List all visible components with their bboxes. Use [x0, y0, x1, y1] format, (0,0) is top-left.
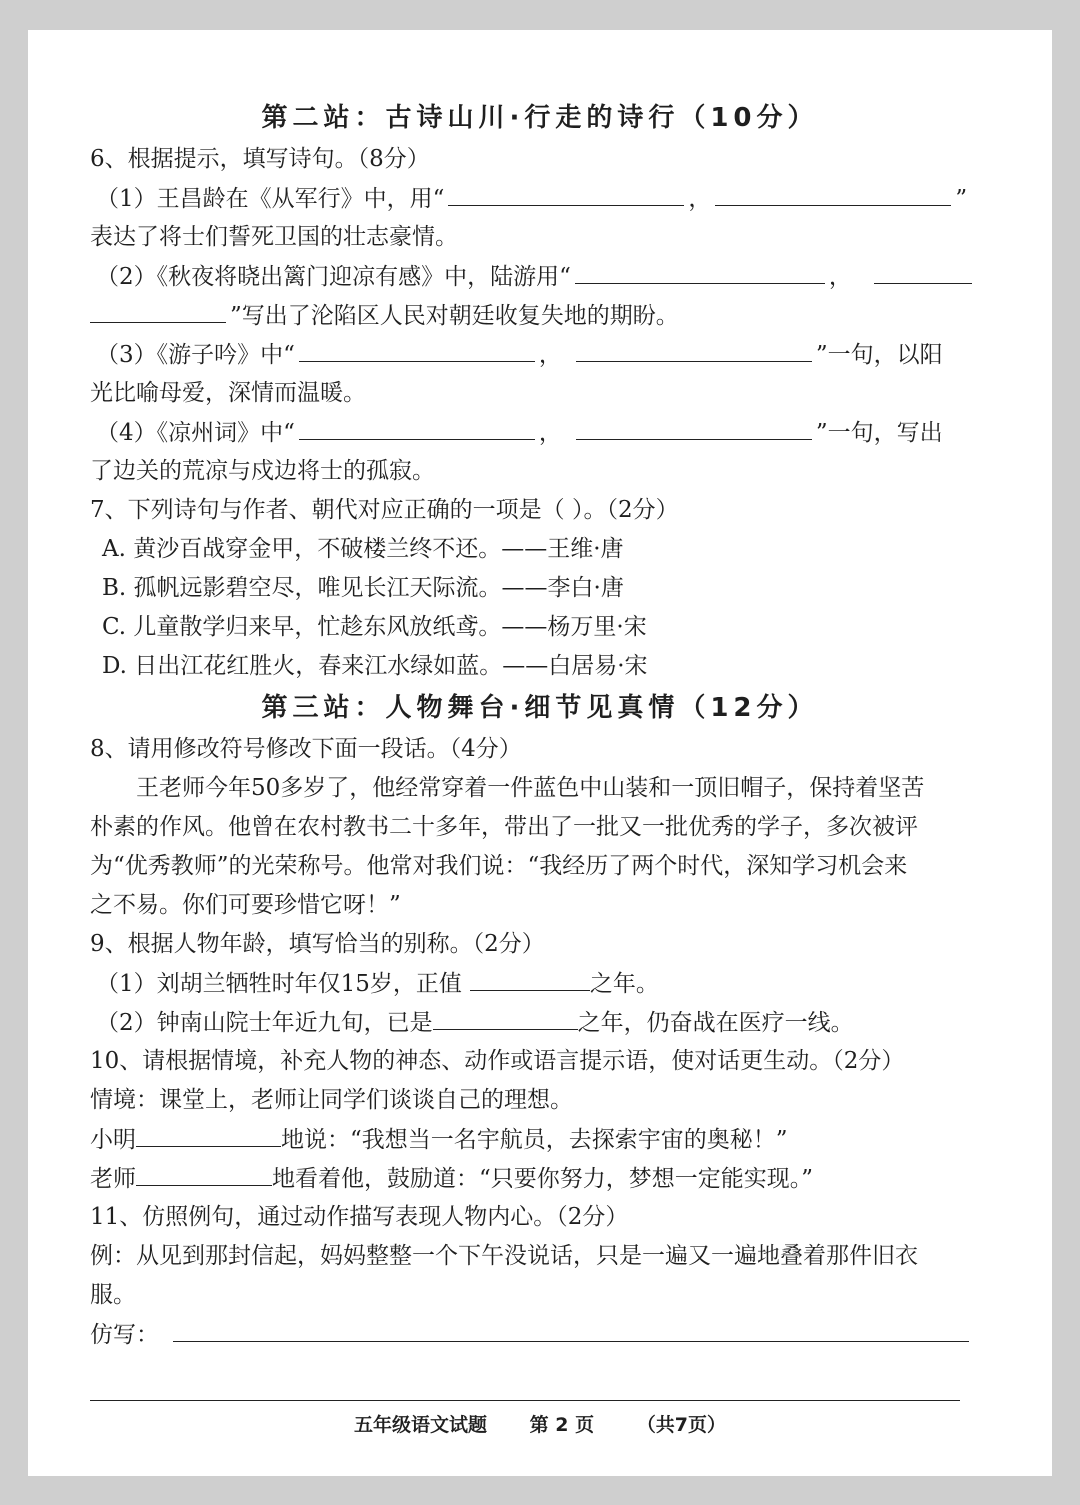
- answer-blank[interactable]: [433, 1003, 578, 1030]
- speaker-xiaoming: 小明: [90, 1127, 136, 1153]
- q6-item-2-tail: ”写出了沦陷区人民对朝廷收复失地的期盼。: [230, 303, 679, 329]
- q7-option-b[interactable]: B. 孤帆远影碧空尽，唯见长江天际流。——李白·唐: [102, 575, 624, 601]
- exam-page: [28, 30, 1052, 1476]
- q6-item-3-cont: 光比喻母爱，深情而温暖。: [90, 380, 366, 406]
- page-footer: [28, 1410, 1052, 1437]
- answer-blank[interactable]: [576, 335, 812, 362]
- q6-item-1: [90, 179, 990, 218]
- q6-item-1-cont: 表达了将士们誓死卫国的壮志豪情。: [90, 224, 458, 250]
- q10-context: 情境：课堂上，老师让同学们谈谈自己的理想。: [90, 1087, 573, 1113]
- q6-item-2-text: （2）《秋夜将晓出篱门迎凉有感》中，陆游用“: [96, 264, 571, 290]
- q6-item-2: [90, 257, 990, 296]
- q11-example: 例：从见到那封信起，妈妈整整一个下午没说话，只是一遍又一遍地叠着那件旧衣: [90, 1243, 918, 1269]
- q10-line-2: [90, 1159, 990, 1198]
- exam-content: [90, 96, 990, 1354]
- comma: ，: [538, 420, 562, 446]
- answer-blank[interactable]: [136, 1159, 272, 1186]
- q11-imitate: [90, 1315, 990, 1354]
- comma: ，: [538, 342, 562, 368]
- footer-subject: 五年级语文试题: [354, 1414, 488, 1436]
- q6-item-4: [90, 413, 990, 452]
- comma: ，: [828, 264, 852, 290]
- q6-item-4-cont: 了边关的荒凉与戍边将士的孤寂。: [90, 458, 435, 484]
- q10-line-1-text: 地说：“我想当一名宇航员，去探索宇宙的奥秘！”: [281, 1127, 788, 1153]
- q8-para-line: 之不易。你们可要珍惜它呀！”: [90, 892, 401, 918]
- q6-item-2-cont: [90, 296, 990, 335]
- q7-stem: 7、下列诗句与作者、朝代对应正确的一项是（ ）。（2分）: [90, 497, 679, 523]
- quote: ”: [955, 186, 968, 212]
- section-3-title: 第三站：人物舞台·细节见真情（12分）: [261, 693, 819, 723]
- q6-item-1-text: （1）王昌龄在《从军行》中，用“: [96, 186, 445, 212]
- q8-para-line: 为“优秀教师”的光荣称号。他常对我们说：“我经历了两个时代，深知学习机会来: [90, 853, 908, 879]
- answer-blank[interactable]: [136, 1120, 281, 1147]
- answer-blank[interactable]: [575, 257, 825, 284]
- answer-blank[interactable]: [715, 179, 951, 206]
- q9-stem: 9、根据人物年龄，填写恰当的别称。（2分）: [90, 931, 545, 957]
- answer-blank[interactable]: [299, 413, 535, 440]
- answer-blank[interactable]: [448, 179, 684, 206]
- q8-para-line: 朴素的作风。他曾在农村教书二十多年，带出了一批又一批优秀的学子，多次被评: [90, 814, 918, 840]
- answer-blank[interactable]: [470, 964, 590, 991]
- q6-item-4-tail: ”一句，写出: [815, 420, 943, 446]
- q10-line-1: [90, 1120, 990, 1159]
- q6-item-3: [90, 335, 990, 374]
- q7-option-a[interactable]: A. 黄沙百战穿金甲，不破楼兰终不还。——王维·唐: [102, 536, 624, 562]
- q6-item-3-tail: ”一句，以阳: [815, 342, 943, 368]
- answer-line[interactable]: [173, 1315, 969, 1342]
- q8-para-line: 王老师今年50多岁了，他经常穿着一件蓝色中山装和一顶旧帽子，保持着坚苦: [136, 775, 925, 801]
- q9-item-1: [90, 964, 990, 1003]
- q9-item-2-tail: 之年，仍奋战在医疗一线。: [577, 1010, 854, 1036]
- q7-option-c[interactable]: C. 儿童散学归来早，忙趁东风放纸鸢。——杨万里·宋: [102, 614, 647, 640]
- q11-example-cont: 服。: [90, 1282, 136, 1308]
- speaker-teacher: 老师: [90, 1166, 136, 1192]
- comma: ，: [688, 186, 712, 212]
- q9-item-2: [90, 1003, 990, 1042]
- footer-page-number: 第 2 页: [529, 1414, 595, 1436]
- q10-stem: 10、请根据情境，补充人物的神态、动作或语言提示语，使对话更生动。（2分）: [90, 1048, 905, 1074]
- imitate-label: 仿写：: [90, 1322, 159, 1348]
- q8-stem: 8、请用修改符号修改下面一段话。（4分）: [90, 736, 522, 762]
- q9-item-1-text: （1）刘胡兰牺牲时年仅15岁，正值: [96, 971, 462, 997]
- answer-blank[interactable]: [576, 413, 812, 440]
- section-2-title: 第二站：古诗山川·行走的诗行（10分）: [261, 103, 819, 133]
- footer-total-pages: （共7页）: [636, 1414, 726, 1436]
- q7-option-d[interactable]: D. 日出江花红胜火，春来江水绿如蓝。——白居易·宋: [102, 653, 648, 679]
- q6-stem: 6、根据提示，填写诗句。（8分）: [90, 146, 430, 172]
- q9-item-2-text: （2）钟南山院士年近九旬，已是: [96, 1010, 433, 1036]
- answer-blank[interactable]: [299, 335, 535, 362]
- q10-line-2-text: 地看着他，鼓励道：“只要你努力，梦想一定能实现。”: [272, 1166, 814, 1192]
- answer-blank[interactable]: [90, 296, 226, 323]
- q11-stem: 11、仿照例句，通过动作描写表现人物内心。（2分）: [90, 1204, 629, 1230]
- q6-item-4-text: （4）《凉州词》中“: [96, 420, 295, 446]
- answer-blank[interactable]: [874, 257, 972, 284]
- q9-item-1-tail: 之年。: [589, 971, 659, 997]
- q6-item-3-text: （3）《游子吟》中“: [96, 342, 295, 368]
- footer-divider: [90, 1400, 960, 1401]
